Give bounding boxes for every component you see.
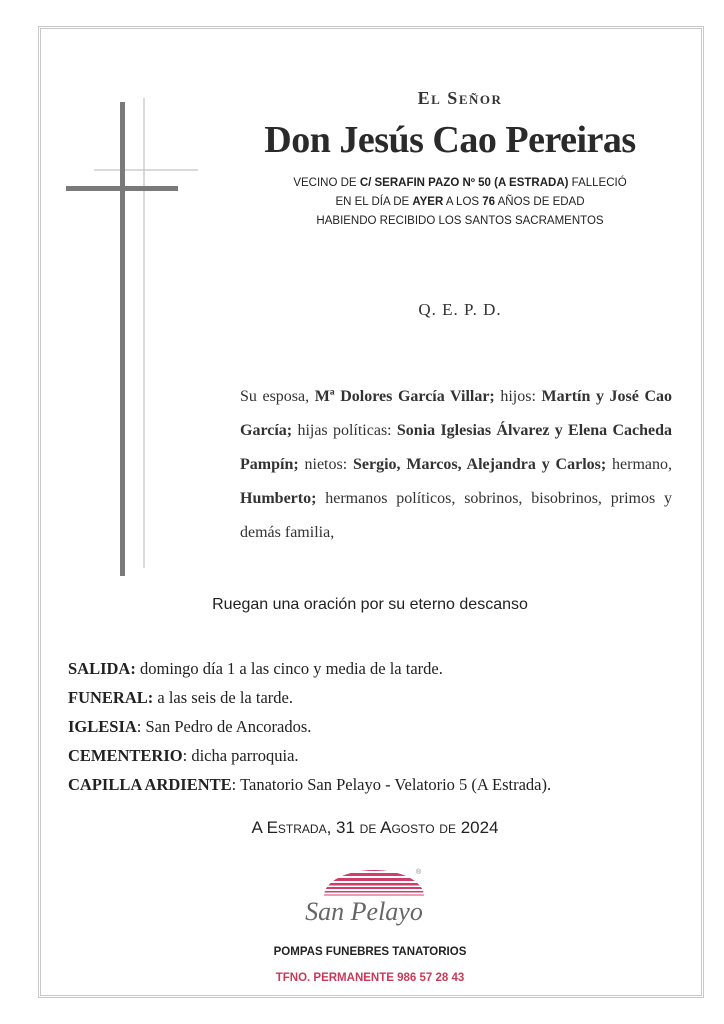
funeral-details xyxy=(68,654,688,799)
logo-text: San Pelayo xyxy=(305,897,423,926)
phone-number: TFNO. PERMANENTE 986 57 28 43 xyxy=(275,972,465,984)
detail-value: : dicha parroquia. xyxy=(182,746,299,765)
detail-label: IGLESIA xyxy=(68,717,137,736)
detail-value: domingo día 1 a las cinco y media de la tarde. xyxy=(135,659,443,678)
detail-label: CAPILLA ARDIENTE xyxy=(68,775,232,794)
detail-label: FUNERAL: xyxy=(68,688,154,707)
detail-value: : Tanatorio San Pelayo - Velatorio 5 (A Estrada). xyxy=(231,775,552,794)
family-text: hermano, xyxy=(606,456,673,473)
grandchildren: Sergio, Marcos, Alejandra y Carlos; xyxy=(353,456,607,473)
death-day: AYER xyxy=(412,196,444,208)
detail-row xyxy=(68,741,688,770)
detail-row xyxy=(68,683,688,712)
company-tagline: POMPAS FUNEBRES TANATORIOS xyxy=(273,946,467,958)
cross-icon xyxy=(62,98,202,578)
detail-value: a las seis de la tarde. xyxy=(153,688,293,707)
vecino-text: AÑOS DE EDAD xyxy=(495,196,585,208)
address: C/ SERAFIN PAZO Nº 50 (A ESTRADA) xyxy=(359,177,569,189)
family-text: hermanos políticos, sobrinos, bisobrinos, primos y demás familia, xyxy=(240,490,672,541)
spouse: Mª Dolores García Villar; xyxy=(314,388,495,405)
date-line: A Estrada, 31 de Agosto de 2024 xyxy=(251,818,499,837)
family-text: nietos: xyxy=(298,456,353,473)
detail-label: SALIDA: xyxy=(68,659,136,678)
vecino-text: A LOS xyxy=(443,196,483,208)
family-text: hijos: xyxy=(494,388,542,405)
residence-info xyxy=(250,174,670,231)
registered-mark: ® xyxy=(416,869,422,876)
family-paragraph xyxy=(240,380,672,550)
qepd: Q. E. P. D. xyxy=(418,300,502,319)
detail-row xyxy=(68,770,688,799)
detail-value: : San Pedro de Ancorados. xyxy=(136,717,312,736)
age: 76 xyxy=(482,196,496,208)
brother: Humberto; xyxy=(240,490,317,507)
company-logo xyxy=(296,862,436,940)
vecino-text: VECINO DE xyxy=(293,177,360,189)
deceased-name: Don Jesús Cao Pereiras xyxy=(264,119,636,161)
family-text: hijas políticas: xyxy=(292,422,397,439)
children: Martín y José Cao García; xyxy=(240,388,673,439)
family-text: Su esposa, xyxy=(240,388,315,405)
daughters-in-law: Sonia Iglesias Álvarez y Elena Cacheda Pampín; xyxy=(240,422,672,473)
title-prefix: El Señor xyxy=(417,88,503,108)
vecino-text: FALLECIÓ xyxy=(568,177,627,189)
detail-label: CEMENTERIO xyxy=(68,746,183,765)
prayer-request: Ruegan una oración por su eterno descanso xyxy=(212,596,528,613)
sacraments-line: HABIENDO RECIBIDO LOS SANTOS SACRAMENTOS xyxy=(316,215,604,227)
vecino-text: EN EL DÍA DE xyxy=(335,196,413,208)
detail-row xyxy=(68,654,688,683)
detail-row xyxy=(68,712,688,741)
